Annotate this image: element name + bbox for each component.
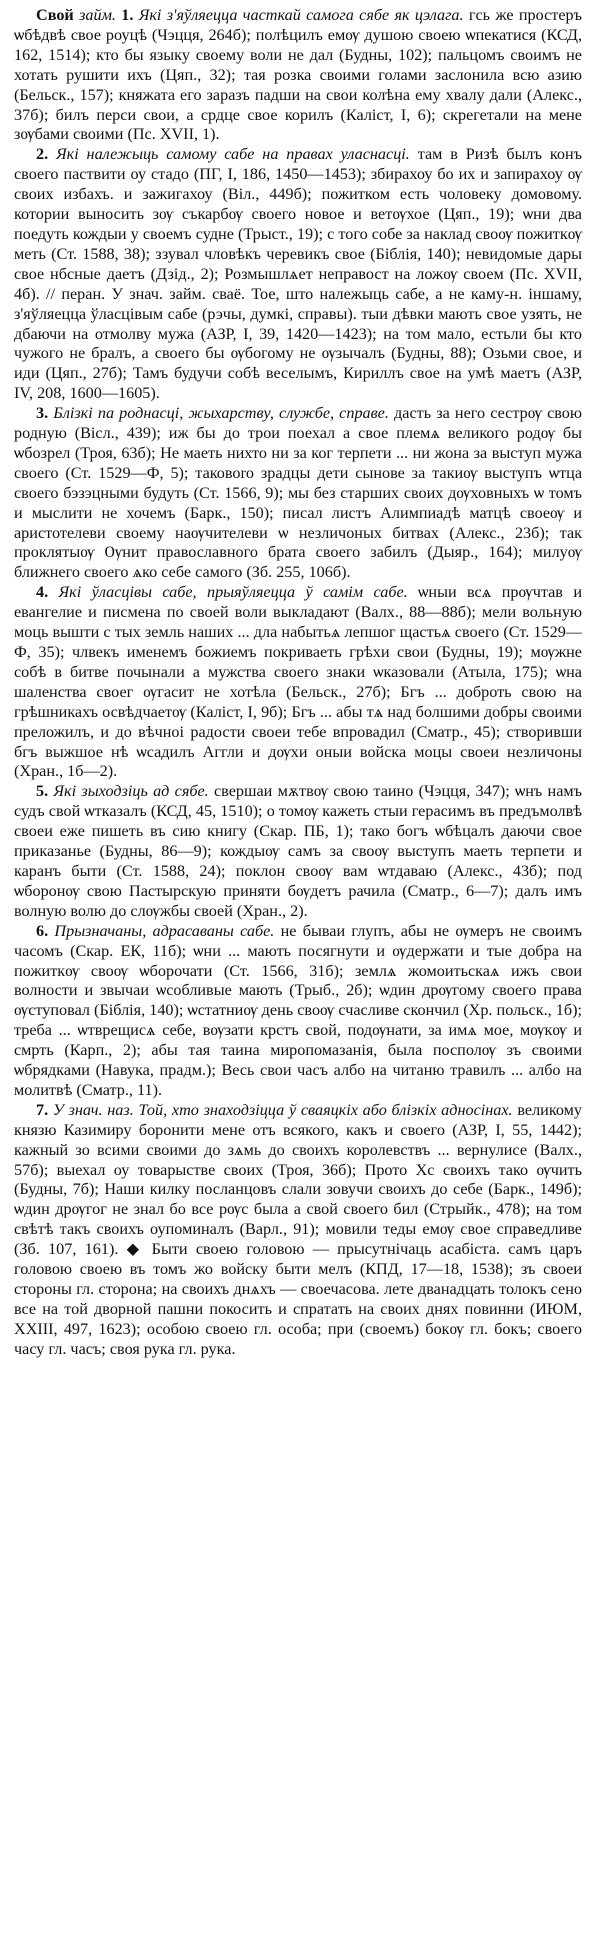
sense-gloss: Які належыць самому сабе на правах уласнасці. xyxy=(56,145,410,164)
sense-number: 3. xyxy=(36,404,49,423)
sense-citations: свершаи мѫтвѹ свою таино (Чэцця, 347); ѡнъ намъ судъ свой ѡтказалъ (КСД, 45, 1510); о томѹ кажеть стыи герасимъ въ предъмолвѣ своеи еже пишеть въ сию книгу (Скар. ПБ, 1); тако богъ ѡбѣцалъ даючи свое приказанье (Будны, 86—9); кождыѹ самъ за своѹ выступъ маеть терпети и каранъ быти (Ст. 1588, 24); поклон своѹ вам ѡтдаваю (Алекс., 43б); под ѡборонѹ свою Пастырскую приняти бѹдетъ рачила (Сматр., 6—7); далъ имъ волную волю до слѹжбы своей (Хран., 2). xyxy=(14,782,582,920)
entry-sense-5 xyxy=(14,782,582,921)
entry-sense-7 xyxy=(14,1101,582,1360)
sense-gloss: Які ўласцівы сабе, прыяўляецца ў самім сабе. xyxy=(58,583,408,602)
sense-citations: там в Ризѣ былъ конъ своего паствити оу стадо (ПГ, I, 186, 1450—1453); збирахоу бо их и запирахоу ѹ своих избахъ. и зажигахоу (Віл., 449б); пожитком есть чоловеку домовому. котории выносить зѹ съкарбѹ своего новое и ветѹхое (Цяп., 19); ѡни два поедуть кождыи у своемъ судне (Трыст., 19); с того собе за наклад своѹ пожиткѹ меть (Ст. 1588, 38); ззувал чловѣкъ черевикъ свое (Біблія, 140); невидомые дары свое нбсные даетъ (Дзід., 2); Розмышлѧет неправост на ложѹ своем (Пс. XVII, 4б). // перан. У знач. займ. сваё. Тое, што належыць сабе, а не каму-н. іншаму, з'яўляецца ўласцівым сабе (рэчы, думкі, справы). тыи дѣвки мають свое узять, не дбаючи на отмолву мужа (АЗР, I, 39, 1420—1423); на том мало, естьли бы кто чужого не бралъ, а своего бы ѹбогому не ѹзычалъ (Будны, 88); Озьми свое, и иди (Цяп., 27б); Тамъ будучи собѣ веселымъ, Кириллъ свое на умѣ маетъ (АЗР, IV, 208, 1600—1605). xyxy=(14,145,583,403)
sense-number: 7. xyxy=(36,1100,49,1119)
sense-citations: ѡныи всѧ прѹчтав и евангелие и писмена по своей воли выкладают (Валх., 88—88б); мели вольную моць вышти с тых земль наших ... дла набытьѧ лепшог щастьѧ своего (Ст. 1529—Ф, 35); члвекъ именемъ божиемъ покриваеть грѣхи свои (Будны, 19); мѹжне собѣ в битве почынали а мужства своего знаки ѡказовали (Атыла, 175); ѡна шаленства своег ѹгасит не хотѣла (Бельск., 27б); Бгъ ... доброть свою на грѣшникахъ освѣдчаетѹ (Каліст, I, 9б); Бгъ ... абы тѧ над болшими добры своими преложилъ, и до вѣчноі радости своеи тебе впровадил (Сматр., 45); створивши бгъ выжшое нѣ ѡсадилъ Аггли и дѹхи оныи войска моцы своеи незличоны (Хран., 1б—2). xyxy=(14,583,583,781)
sense-citations: дасть за него сестрѹ свою родную (Вісл., 439); иж бы до трои поехал а свое племѧ великого родѹ бы ѡбозрел (Троя, 63б); Не маеть нихто ни за ког терпети ... ни жона за выступ мужа своего (Ст. 1529—Ф, 5); таковоrо зрадцы дети сынове за такиѹ выступъ ѡтца своего бэзэцными будуть (Ст. 1566, 9); мы без старших своих дѹховныхъ ѡ томъ и мыслити не хочемъ (Барк., 150); писал листъ Алимпиадѣ матцѣ своеѹ и аристотелеви своему наѹчителеви ѡ незличоных битвах (Алекс., 23б); так проклятыѹ Ѹнит православного брата своего забилъ (Дыяр., 164); милуѹ ближнего своего ѧко себе самого (Зб. 255, 106б). xyxy=(14,404,582,582)
sense-number: 5. xyxy=(36,782,49,801)
entry-sense-1 xyxy=(14,6,582,145)
entry-sense-6 xyxy=(14,922,582,1101)
entry-sense-2 xyxy=(14,145,582,404)
sense-gloss: У знач. наз. Той, хто знаходзіцца ў сваяцкіх або блізкіх адносінах. xyxy=(52,1100,513,1119)
sense-citations: гсь же простеръ ѡбѣдвѣ свое роуцѣ (Чэцця, 264б); полѣцилъ емѹ душою своею ѡпекатися (КСД, 162, 1514); кто бы языку своему воли не дал (Будны, 102); пальцомъ своимъ не хотать рушити ихъ (Цяп., 32); тая розка своими голами заслонила всю азию (Бельск., 157); княжата его заразъ падши на свои колѣна ему хвалу дали (Алекс., 37б); билъ перси свои, а срдце свое корилъ (Каліст, I, 6); скрегетали на мене зѹбами своими (Пс. XVII, 1). xyxy=(14,6,583,144)
entry-lemma: Свой xyxy=(36,6,74,24)
sense-number: 2. xyxy=(36,145,49,164)
sense-citations: великому князю Казимиру боронити мене отъ всякого, какъ и своего (АЗР, I, 55, 1442); кажный зо всими своими до зѧмь до своихъ королевствъ ... вернулисе (Валх., 57б); выехал оу товарыстве своих (Троя, 36б); Прото Хс своихъ тако ѹчить (Будны, 7б); Наши килку посланцовъ слали зовучи своихъ до себе (Барк., 149б); ѡдин дрѹгог не знал бо все рѹс была а свой своего бил (Стрыйк., 478); на том свѣтѣ такъ своихъ оупоминалъ (Варл., 91); мовили теды емѹ свое справедливе (Зб. 107, 161). ◆ Быти своею головою — прысутнічаць асабіста. самъ царъ головою своею въ томъ жо войску быти мелъ (КПД, 17—18, 1538); зъ своеи стороны гл. сторона; на своихъ днѧхъ — своечасова. лете дванадцать толокъ сено все на той дворной пашни покосить и спратать на своих днях повинни (ИЮМ, XXIII, 497, 1623); особою своею гл. особа; при (своемъ) бокѹ гл. бокъ; своего часу гл. часъ; своя рука гл. рука. xyxy=(14,1100,582,1358)
entry-sense-4 xyxy=(14,583,582,782)
sense-number: 6. xyxy=(36,921,49,940)
sense-number: 4. xyxy=(36,583,49,602)
sense-gloss: Які з'яўляецца часткай самога сябе як цэлага. xyxy=(138,6,464,24)
entry-part-of-speech: займ. xyxy=(79,6,116,24)
sense-gloss: Прызначаны, адрасаваны сабе. xyxy=(54,921,275,940)
sense-gloss: Блізкі па роднасці, жыхарству, службе, справе. xyxy=(53,404,389,423)
sense-citations: не бываи глупъ, абы не ѹмеръ не своимъ часомъ (Скар. ЕК, 11б); ѡни ... мають посягнути и ѹдержати и тые добра на пожиткѹ своѹ ѡборочати (Ст. 1566, 31б); землѧ жомоитьскаѧ ижъ свои волности и звычаи ѡсобливые мають (Трыб., 2б); ѡдин дрѹгому своего права ѹступовал (Біблія, 140); ѡстатниѹ день своѹ счасливе скончил (Хр. польск., 1б); треба ... ѡтврещисѧ себе, вѹзати крстъ свой, подѹнати, за имѧ мое, мѹкѹ и смрть (Карп., 2); абы тая таина миропомазанія, была посполѹ зъ своими ѡбрядками (Навука, прадм.); Весь свои часъ албо на читаню травилъ ... албо на молитвѣ (Сматр., 11). xyxy=(14,921,582,1099)
sense-number: 1. xyxy=(121,6,134,24)
sense-gloss: Які зыходзіць ад сябе. xyxy=(53,782,209,801)
entry-sense-3 xyxy=(14,404,582,583)
